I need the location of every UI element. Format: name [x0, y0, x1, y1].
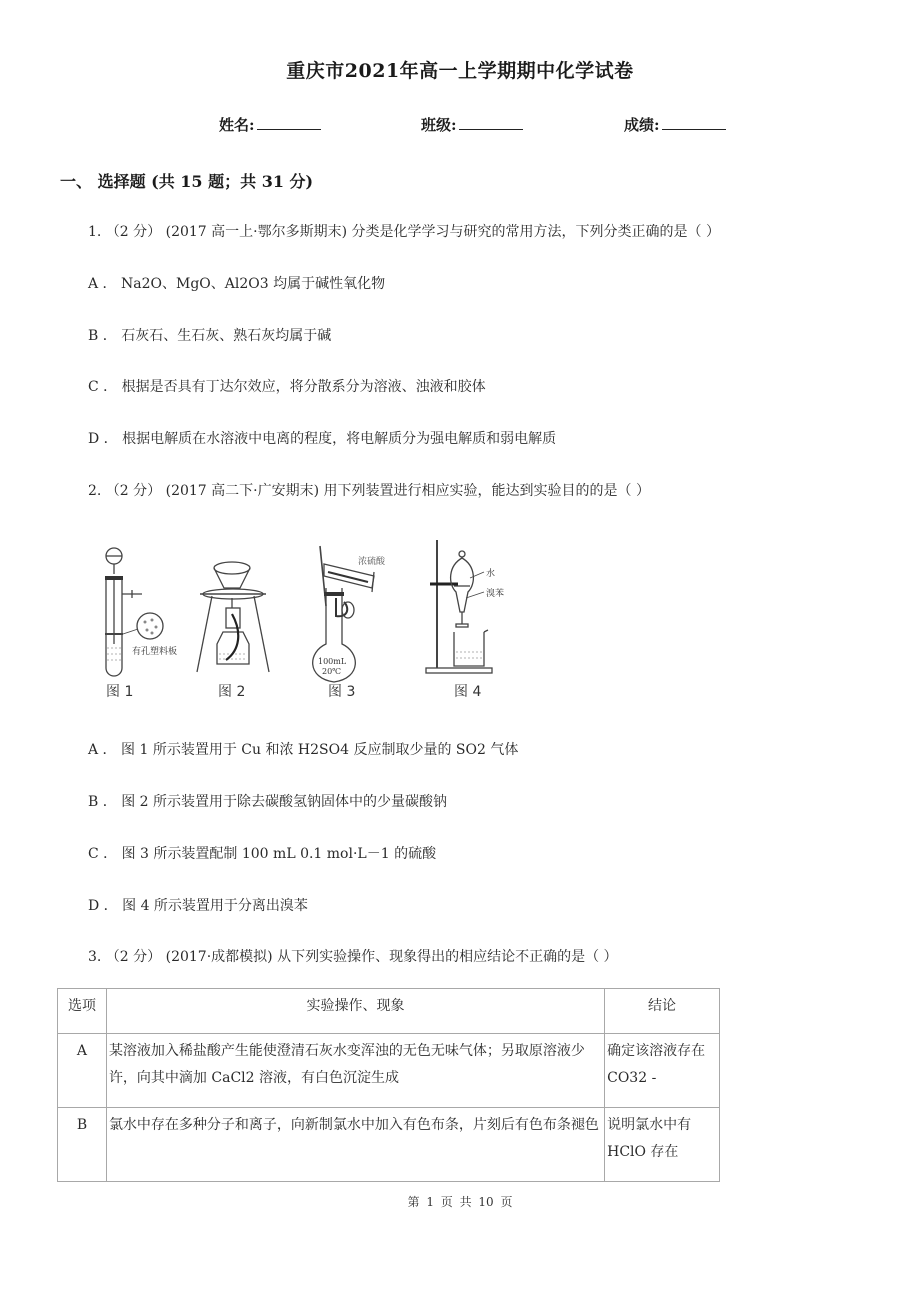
table-header-row	[58, 989, 720, 1034]
table-header-conclusion: 结论	[605, 989, 720, 1034]
question-2-option-b: B ． 图 2 所示装置用于除去碳酸氢钠固体中的少量碳酸钠	[88, 794, 447, 810]
section-heading: 一、 选择题 (共 15 题；共 31 分)	[60, 172, 314, 191]
figure-1-caption: 图 1	[106, 684, 134, 700]
question-1-option-d: D ． 根据电解质在水溶液中电离的程度，将电解质分为强电解质和弱电解质	[88, 431, 557, 447]
table-header-operation: 实验操作、现象	[106, 989, 604, 1034]
table-row	[58, 1108, 720, 1182]
table-header-option: 选项	[58, 989, 107, 1034]
figure-2-caption: 图 2	[218, 684, 246, 700]
question-1-stem: 1. （2 分） (2017 高一上·鄂尔多斯期末) 分类是化学学习与研究的常用方法，下列分类正确的是（ ）	[88, 224, 720, 240]
question-2-option-a: A ． 图 1 所示装置用于 Cu 和浓 H2SO4 反应制取少量的 SO2 气体	[88, 742, 519, 758]
figure-4-bromobenzene-label: 溴苯	[486, 589, 505, 599]
question-2-option-d: D ． 图 4 所示装置用于分离出溴苯	[88, 898, 308, 914]
question-1-option-c: C ． 根据是否具有丁达尔效应，将分散系分为溶液、浊液和胶体	[88, 379, 486, 395]
apparatus-figure	[92, 536, 508, 706]
figure-4-apparatus	[426, 540, 492, 673]
table-cell-option: B	[58, 1108, 107, 1182]
page-title: 重庆市2021年高一上学期期中化学试卷	[286, 60, 634, 82]
question-3-stem: 3. （2 分） (2017·成都模拟) 从下列实验操作、现象得出的相应结论不正确的是（ ）	[88, 949, 618, 965]
class-label: 班级:	[421, 116, 457, 134]
table-cell-operation: 氯水中存在多种分子和离子，向新制氯水中加入有色布条，片刻后有色布条褪色	[106, 1108, 604, 1182]
table-cell-operation: 某溶液加入稀盐酸产生能使澄清石灰水变浑浊的无色无味气体；另取原溶液少许，向其中滴加 CaCl2 溶液，有白色沉淀生成	[106, 1034, 604, 1108]
name-label: 姓名:	[219, 116, 255, 134]
score-blank	[662, 116, 726, 130]
question-2-stem: 2. （2 分） (2017 高二下·广安期末) 用下列装置进行相应实验，能达到实验目的的是（ ）	[88, 483, 650, 499]
score-label: 成绩:	[624, 116, 660, 134]
table-row	[58, 1034, 720, 1108]
figure-1-plate-label: 有孔塑料板	[132, 647, 178, 657]
figure-4-caption: 图 4	[454, 684, 482, 700]
table-cell-conclusion: 说明氯水中有 HClO 存在	[605, 1108, 720, 1182]
figure-3-acid-label: 浓硫酸	[358, 557, 386, 567]
name-field	[219, 114, 321, 135]
figure-3-temp-label: 20℃	[322, 667, 342, 676]
figure-2-apparatus	[197, 562, 269, 672]
name-blank	[257, 116, 321, 130]
figure-3-volume-label: 100mL	[318, 657, 347, 666]
question-2-option-c: C ． 图 3 所示装置配制 100 mL 0.1 mol·L－1 的硫酸	[88, 846, 437, 862]
question-1-option-a: A ． Na2O、MgO、Al2O3 均属于碱性氧化物	[88, 276, 386, 292]
figure-4-water-label: 水	[486, 569, 496, 579]
class-blank	[459, 116, 523, 130]
page-footer: 第 1 页 共 10 页	[407, 1195, 513, 1209]
class-field	[421, 114, 523, 135]
question-1-option-b: B ． 石灰石、生石灰、熟石灰均属于碱	[88, 328, 332, 344]
question-3-table	[57, 988, 720, 1182]
score-field	[624, 114, 726, 135]
figure-3-caption: 图 3	[328, 684, 356, 700]
table-cell-conclusion: 确定该溶液存在 CO32 -	[605, 1034, 720, 1108]
table-cell-option: A	[58, 1034, 107, 1108]
